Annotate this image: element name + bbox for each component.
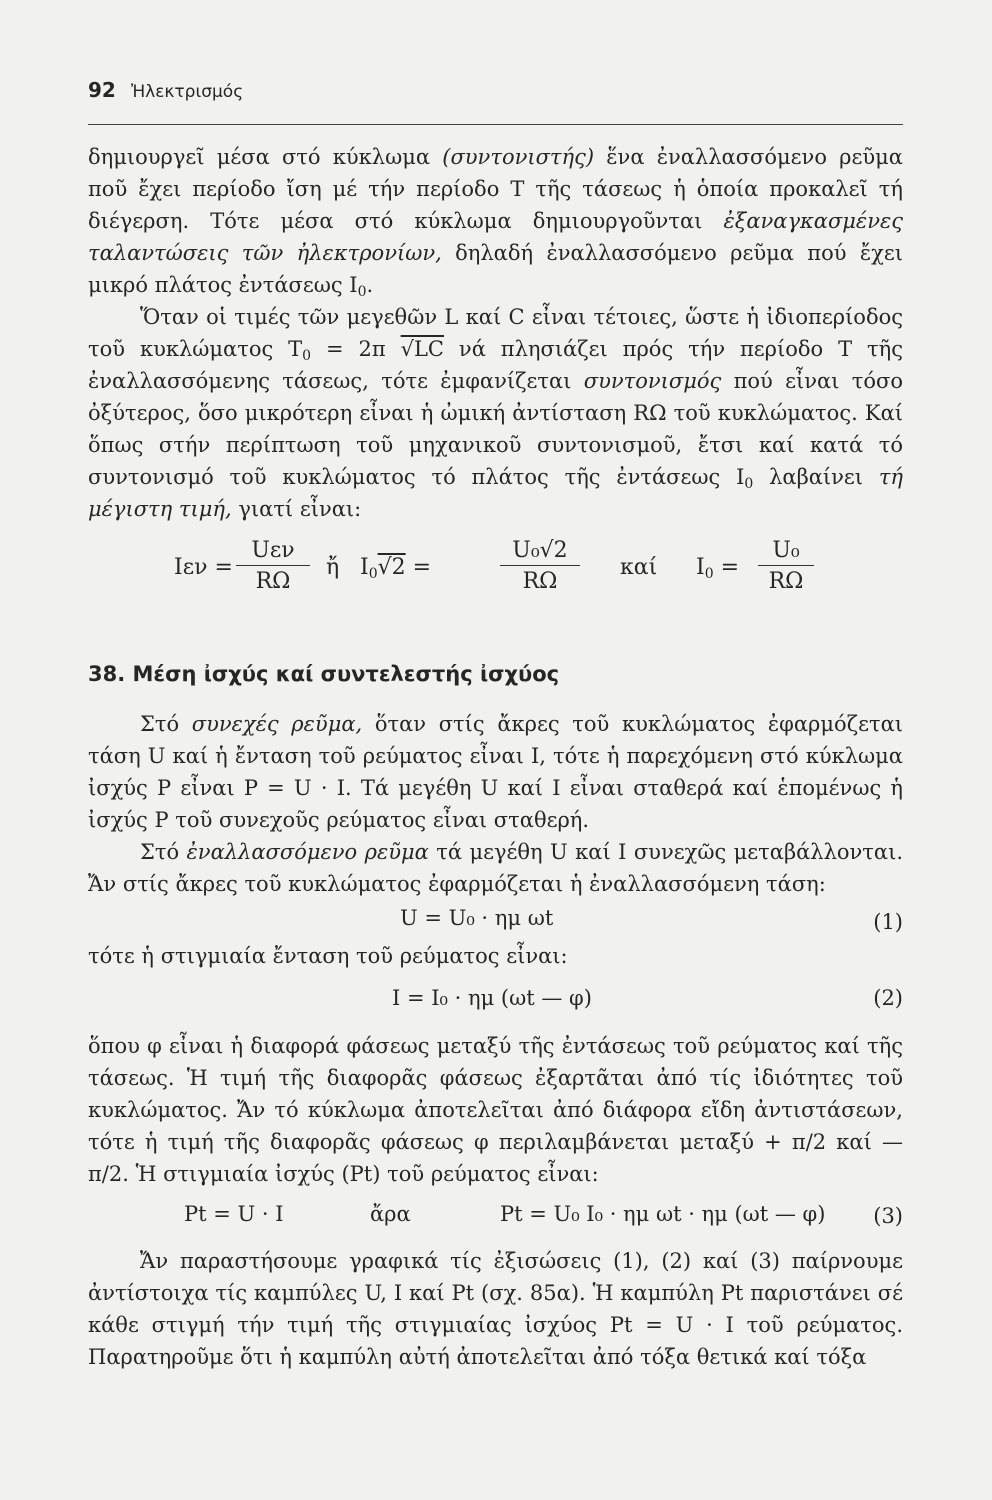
equation-3-ara: ἄρα <box>370 1202 411 1226</box>
italic-term: (συντονιστής) <box>442 145 595 169</box>
subscript: 0 <box>704 566 714 582</box>
sqrt-two: √2 <box>377 555 406 580</box>
paragraph-2 <box>88 301 903 525</box>
subscript: 0 <box>302 348 312 364</box>
paragraph-5: ὅπου φ εἶναι ἡ διαφορά φάσεως μεταξύ τῆς ἐντάσεως τοῦ ρεύματος καί τῆς τάσεως. Ἡ τιμή τῆς διαφορᾶς φάσεως ἐξαρτᾶται ἀπό τίς ἰδιότητες τοῦ κυκλώματος. Ἄν τό κύκλωμα ἀποτελεῖται ἀπό διάφορα εἴδη ἀντιστάσεων, τότε ἡ τιμή τῆς διαφορᾶς φάσεως φ περιλαμβάνεται μεταξύ + π/2 καί — π/2. Ἡ στιγμιαία ἰσχύς (Pt) τοῦ ρεύματος εἶναι: <box>88 1034 903 1186</box>
text-run: . <box>366 273 374 297</box>
section-heading <box>88 662 559 686</box>
fraction-1-numerator: Uεν <box>236 537 310 566</box>
text-run: Στό <box>140 840 187 864</box>
header-rule <box>88 124 903 125</box>
text-run: δηλαδή ἐναλλασσόμενο ρεῦμα πού ἔχει μικρό πλάτος ἐντάσεως I <box>88 241 903 297</box>
italic-term: τή μέγιστη τιμή, <box>88 465 904 521</box>
paragraph-6 <box>88 1245 903 1373</box>
text-run: ἕνα ἐναλλασσόμενο ρεῦμα ποῦ ἔχει περίοδο ἴση μέ τήν περίοδο Τ τῆς τάσεως ἡ ὁποία προκαλεῖ τή διέγερση. Τότε μέσα στό κύκλωμα δημιουργοῦνται <box>88 145 903 233</box>
line-after-eq1: τότε ἡ στιγμιαία ἔνταση τοῦ ρεύματος εἶναι: <box>88 944 568 968</box>
equation-2: I = I₀ · ημ (ωt — φ) <box>392 986 592 1010</box>
sqrt-lc: √LC <box>400 337 445 361</box>
formula-rhs-left <box>696 555 739 580</box>
formula-or: ἤ <box>326 555 340 580</box>
text-run: Ὅταν οἱ τιμές τῶν μεγεθῶν L καί C εἶναι τέτοιες, ὥστε ἡ ἰδιοπερίοδος τοῦ κυκλώματος T <box>88 305 903 361</box>
italic-term: ἐξαναγκασμένες ταλαντώσεις τῶν ἠλεκτρονίων, <box>88 209 903 265</box>
page-header <box>88 78 903 102</box>
text-run: τά μεγέθη U καί I συνεχῶς μεταβάλλονται. Ἄν στίς ἄκρες τοῦ κυκλώματος ἐφαρμόζεται ἡ ἐναλλασσόμενη τάση: <box>88 840 904 896</box>
subscript: 0 <box>744 476 754 492</box>
subscript: 0 <box>368 566 378 582</box>
fraction-1-denominator: RΩ <box>255 569 291 594</box>
paragraph-4 <box>88 836 903 900</box>
fraction-2-numerator: U₀√2 <box>500 537 580 566</box>
section-title: Μέση ἰσχύς καί συντελεστής ἰσχύος <box>132 662 560 686</box>
equation-2-number: (2) <box>873 986 903 1010</box>
subscript: 0 <box>357 284 367 300</box>
text-run: λαβαίνει <box>753 465 879 489</box>
text-run: = 2π <box>311 337 401 361</box>
formula-kai: καί <box>620 555 658 580</box>
equals-sign: = <box>412 555 432 580</box>
paragraph-3 <box>88 708 903 836</box>
equation-3-right: Pt = U₀ I₀ · ημ ωt · ημ (ωt — φ) <box>500 1202 826 1226</box>
fraction-2-denominator: RΩ <box>522 569 558 594</box>
symbol-i: I <box>360 555 369 580</box>
text-run: Στό <box>140 712 192 736</box>
running-title: Ἠλεκτρισμός <box>130 82 244 102</box>
text-run: νά πλησιάζει πρός τήν περίοδο Τ τῆς ἐναλλασσόμενης τάσεως, τότε ἐμφανίζεται <box>88 337 903 393</box>
fraction-2 <box>500 537 580 598</box>
paragraph-1 <box>88 141 903 301</box>
symbol-i: I <box>696 555 705 580</box>
text-run: ὅταν στίς ἄκρες τοῦ κυκλώματος ἐφαρμόζεται τάση U καί ἡ ἔνταση τοῦ ρεύματος εἶναι I, τότε ἡ παρεχόμενη στό κύκλωμα ἰσχύς P εἶναι P = U · I. Τά μεγέθη U καί I εἶναι σταθερά καί ἑπομένως ἡ ἰσχύς P τοῦ συνεχοῦς ρεύματος εἶναι σταθερή. <box>88 712 903 832</box>
text-run: δημιουργεῖ μέσα στό κύκλωμα <box>88 145 443 169</box>
equation-3-left: Pt = U · I <box>184 1202 284 1226</box>
italic-term: συνεχές ρεῦμα, <box>191 712 363 736</box>
equation-1: U = U₀ · ημ ωt <box>400 906 554 930</box>
equals-sign: = <box>720 555 740 580</box>
equation-3-number: (3) <box>873 1204 903 1228</box>
page-number: 92 <box>88 78 116 102</box>
paragraph-6-text: Ἄν παραστήσουμε γραφικά τίς ἐξισώσεις (1), (2) καί (3) παίρνουμε ἀντίστοιχα τίς καμπύλες U, I καί Pt (σχ. 85α). Ἡ καμπύλη Pt παριστάνει σέ κάθε στιγμή τήν τιμή τῆς στιγμιαίας ἰσχύος Pt = U · I τοῦ ρεύματος. Παρατηροῦμε ὅτι ἡ καμπύλη αὐτή ἀποτελεῖται ἀπό τόξα θετικά καί τόξα <box>88 1249 903 1369</box>
fraction-3-denominator: RΩ <box>768 569 804 594</box>
italic-term: συντονισμός <box>583 369 722 393</box>
equation-1-number: (1) <box>873 910 903 934</box>
fraction-1 <box>236 537 310 598</box>
section-number: 38. <box>88 662 126 686</box>
formula-lhs: Iεν = <box>174 555 233 580</box>
italic-term: ἐναλλασσόμενο ρεῦμα <box>186 840 429 864</box>
text-run: γιατί εἶναι: <box>231 497 362 521</box>
formula-mid-left <box>360 555 431 580</box>
fraction-3-numerator: U₀ <box>758 537 814 566</box>
text-run: πού εἶναι τόσο ὀξύτερος, ὅσο μικρότερη εἶναι ἡ ὠμική ἀντίσταση RΩ τοῦ κυκλώματος. Καί ὅπως στήν περίπτωση τοῦ μηχανικοῦ συντονισμοῦ, ἔτσι καί κατά τό συντονισμό τοῦ κυκλώματος τό πλάτος τῆς ἐντάσεως I <box>88 369 903 489</box>
resonance-formula <box>120 537 910 607</box>
fraction-3 <box>758 537 814 598</box>
